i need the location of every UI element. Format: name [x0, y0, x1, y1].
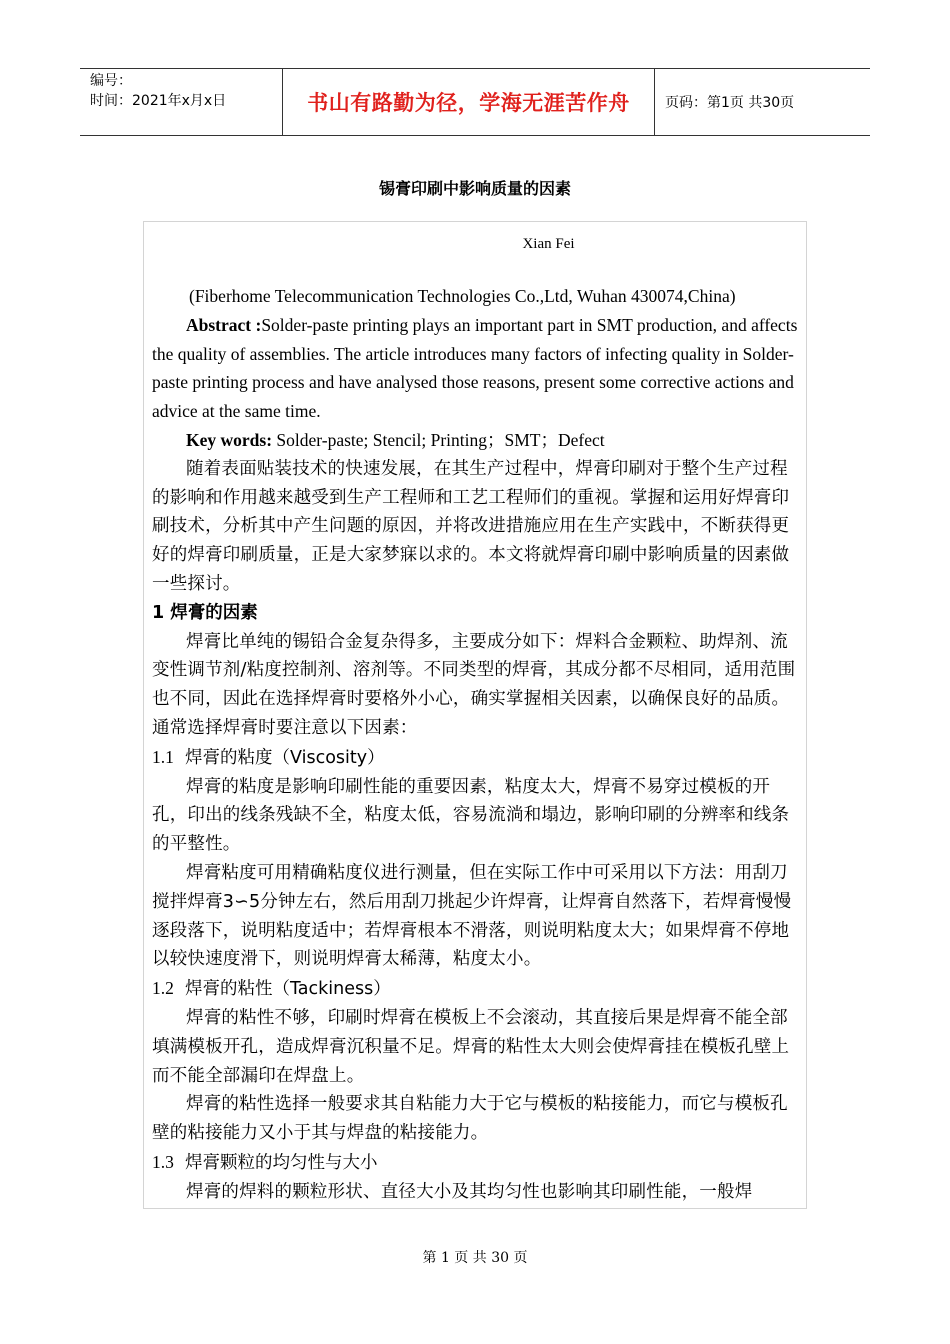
section-1-2-heading [152, 974, 800, 1004]
document-number-label: 编号： [90, 73, 132, 89]
section-1-3-heading [152, 1148, 800, 1178]
abstract [152, 311, 800, 426]
author: Xian Fei [522, 236, 575, 252]
section-1-1-paragraph-2: 焊膏粘度可用精确粘度仪进行测量，但在实际工作中可采用以下方法：用刮刀搅拌焊膏3∽5分钟左右，然后用刮刀挑起少许焊膏，让焊膏自然落下，若焊膏慢慢逐段落下，说明粘度适中；若焊膏根本不滑落，则说明粘度太大；如果焊膏不停地以较快速度滑下，则说明焊膏太稀薄，粘度太小。 [152, 862, 792, 970]
header-motto: 书山有路勤为径，学海无涯苦作舟 [307, 91, 630, 115]
document-body [152, 282, 800, 1207]
section-1-2-title: 焊膏的粘性（Tackiness） [185, 979, 391, 1000]
section-1-2-number: 1.2 [152, 978, 174, 999]
header-page-info: 页码：第1页 共30页 [665, 95, 795, 111]
header-meta [80, 69, 283, 135]
section-1-3-number: 1.3 [152, 1151, 174, 1172]
document-title: 锡膏印刷中影响质量的因素 [378, 179, 571, 198]
section-1-3-paragraph-1: 焊膏的焊料的颗粒形状、直径大小及其均匀性也影响其印刷性能，一般焊 [186, 1181, 753, 1202]
intro-paragraph: 随着表面贴装技术的快速发展，在其生产过程中，焊膏印刷对于整个生产过程的影响和作用越来越受到生产工程师和工艺工程师们的重视。掌握和运用好焊膏印刷技术，分析其中产生问题的原因，并将改进措施应用在生产实践中，不断获得更好的焊膏印刷质量，正是大家梦寐以求的。本文将就焊膏印刷中影响质量的因素做一些探讨。 [152, 458, 790, 594]
keywords [152, 426, 800, 455]
page-header [80, 68, 870, 136]
keywords-label: Key words: [186, 429, 273, 450]
section-1-paragraph: 焊膏比单纯的锡铅合金复杂得多，主要成分如下：焊料合金颗粒、助焊剂、流变性调节剂/粘度控制剂、溶剂等。不同类型的焊膏，其成分都不尽相同，适用范围也不同，因此在选择焊膏时要格外小心，确实掌握相关因素，以确保良好的品质。通常选择焊膏时要注意以下因素： [152, 631, 796, 738]
section-1-3-title: 焊膏颗粒的均匀性与大小 [185, 1152, 378, 1173]
keywords-text: Solder-paste; Stencil; Printing；SMT；Defect [272, 429, 605, 450]
section-1-1-paragraph-1: 焊膏的粘度是影响印刷性能的重要因素，粘度太大，焊膏不易穿过模板的开孔，印出的线条残缺不全，粘度太低，容易流淌和塌边，影响印刷的分辨率和线条的平整性。 [152, 776, 790, 855]
section-1-1-heading [152, 743, 800, 773]
header-motto-cell [283, 69, 655, 135]
abstract-label: Abstract : [186, 314, 262, 335]
page-footer: 第 1 页 共 30 页 [422, 1250, 528, 1266]
section-1-2-paragraph-2: 焊膏的粘性选择一般要求其自粘能力大于它与模板的粘接能力，而它与模板孔壁的粘接能力又小于其与焊盘的粘接能力。 [152, 1094, 788, 1144]
section-1-1-number: 1.1 [152, 746, 174, 767]
header-page-info-cell [655, 69, 870, 135]
section-1-heading: 1 焊膏的因素 [152, 602, 258, 623]
affiliation: (Fiberhome Telecommunication Technologies Co.,Ltd, Wuhan 430074,China) [189, 286, 736, 306]
section-1-1-title: 焊膏的粘度（Viscosity） [185, 747, 385, 768]
abstract-text: Solder-paste printing plays an important part in SMT production, and affects the quality of assemblies. The article introduces many factors of infecting quality in Solder-paste printing process and have analysed those reasons, present some corrective actions and advice at the same time. [152, 314, 798, 422]
section-1-2-paragraph-1: 焊膏的粘性不够，印刷时焊膏在模板上不会滚动，其直接后果是焊膏不能全部填满模板开孔，造成焊膏沉积量不足。焊膏的粘性太大则会使焊膏挂在模板孔壁上而不能全部漏印在焊盘上。 [152, 1007, 790, 1086]
document-time: 时间：2021年x月x日 [90, 93, 227, 109]
